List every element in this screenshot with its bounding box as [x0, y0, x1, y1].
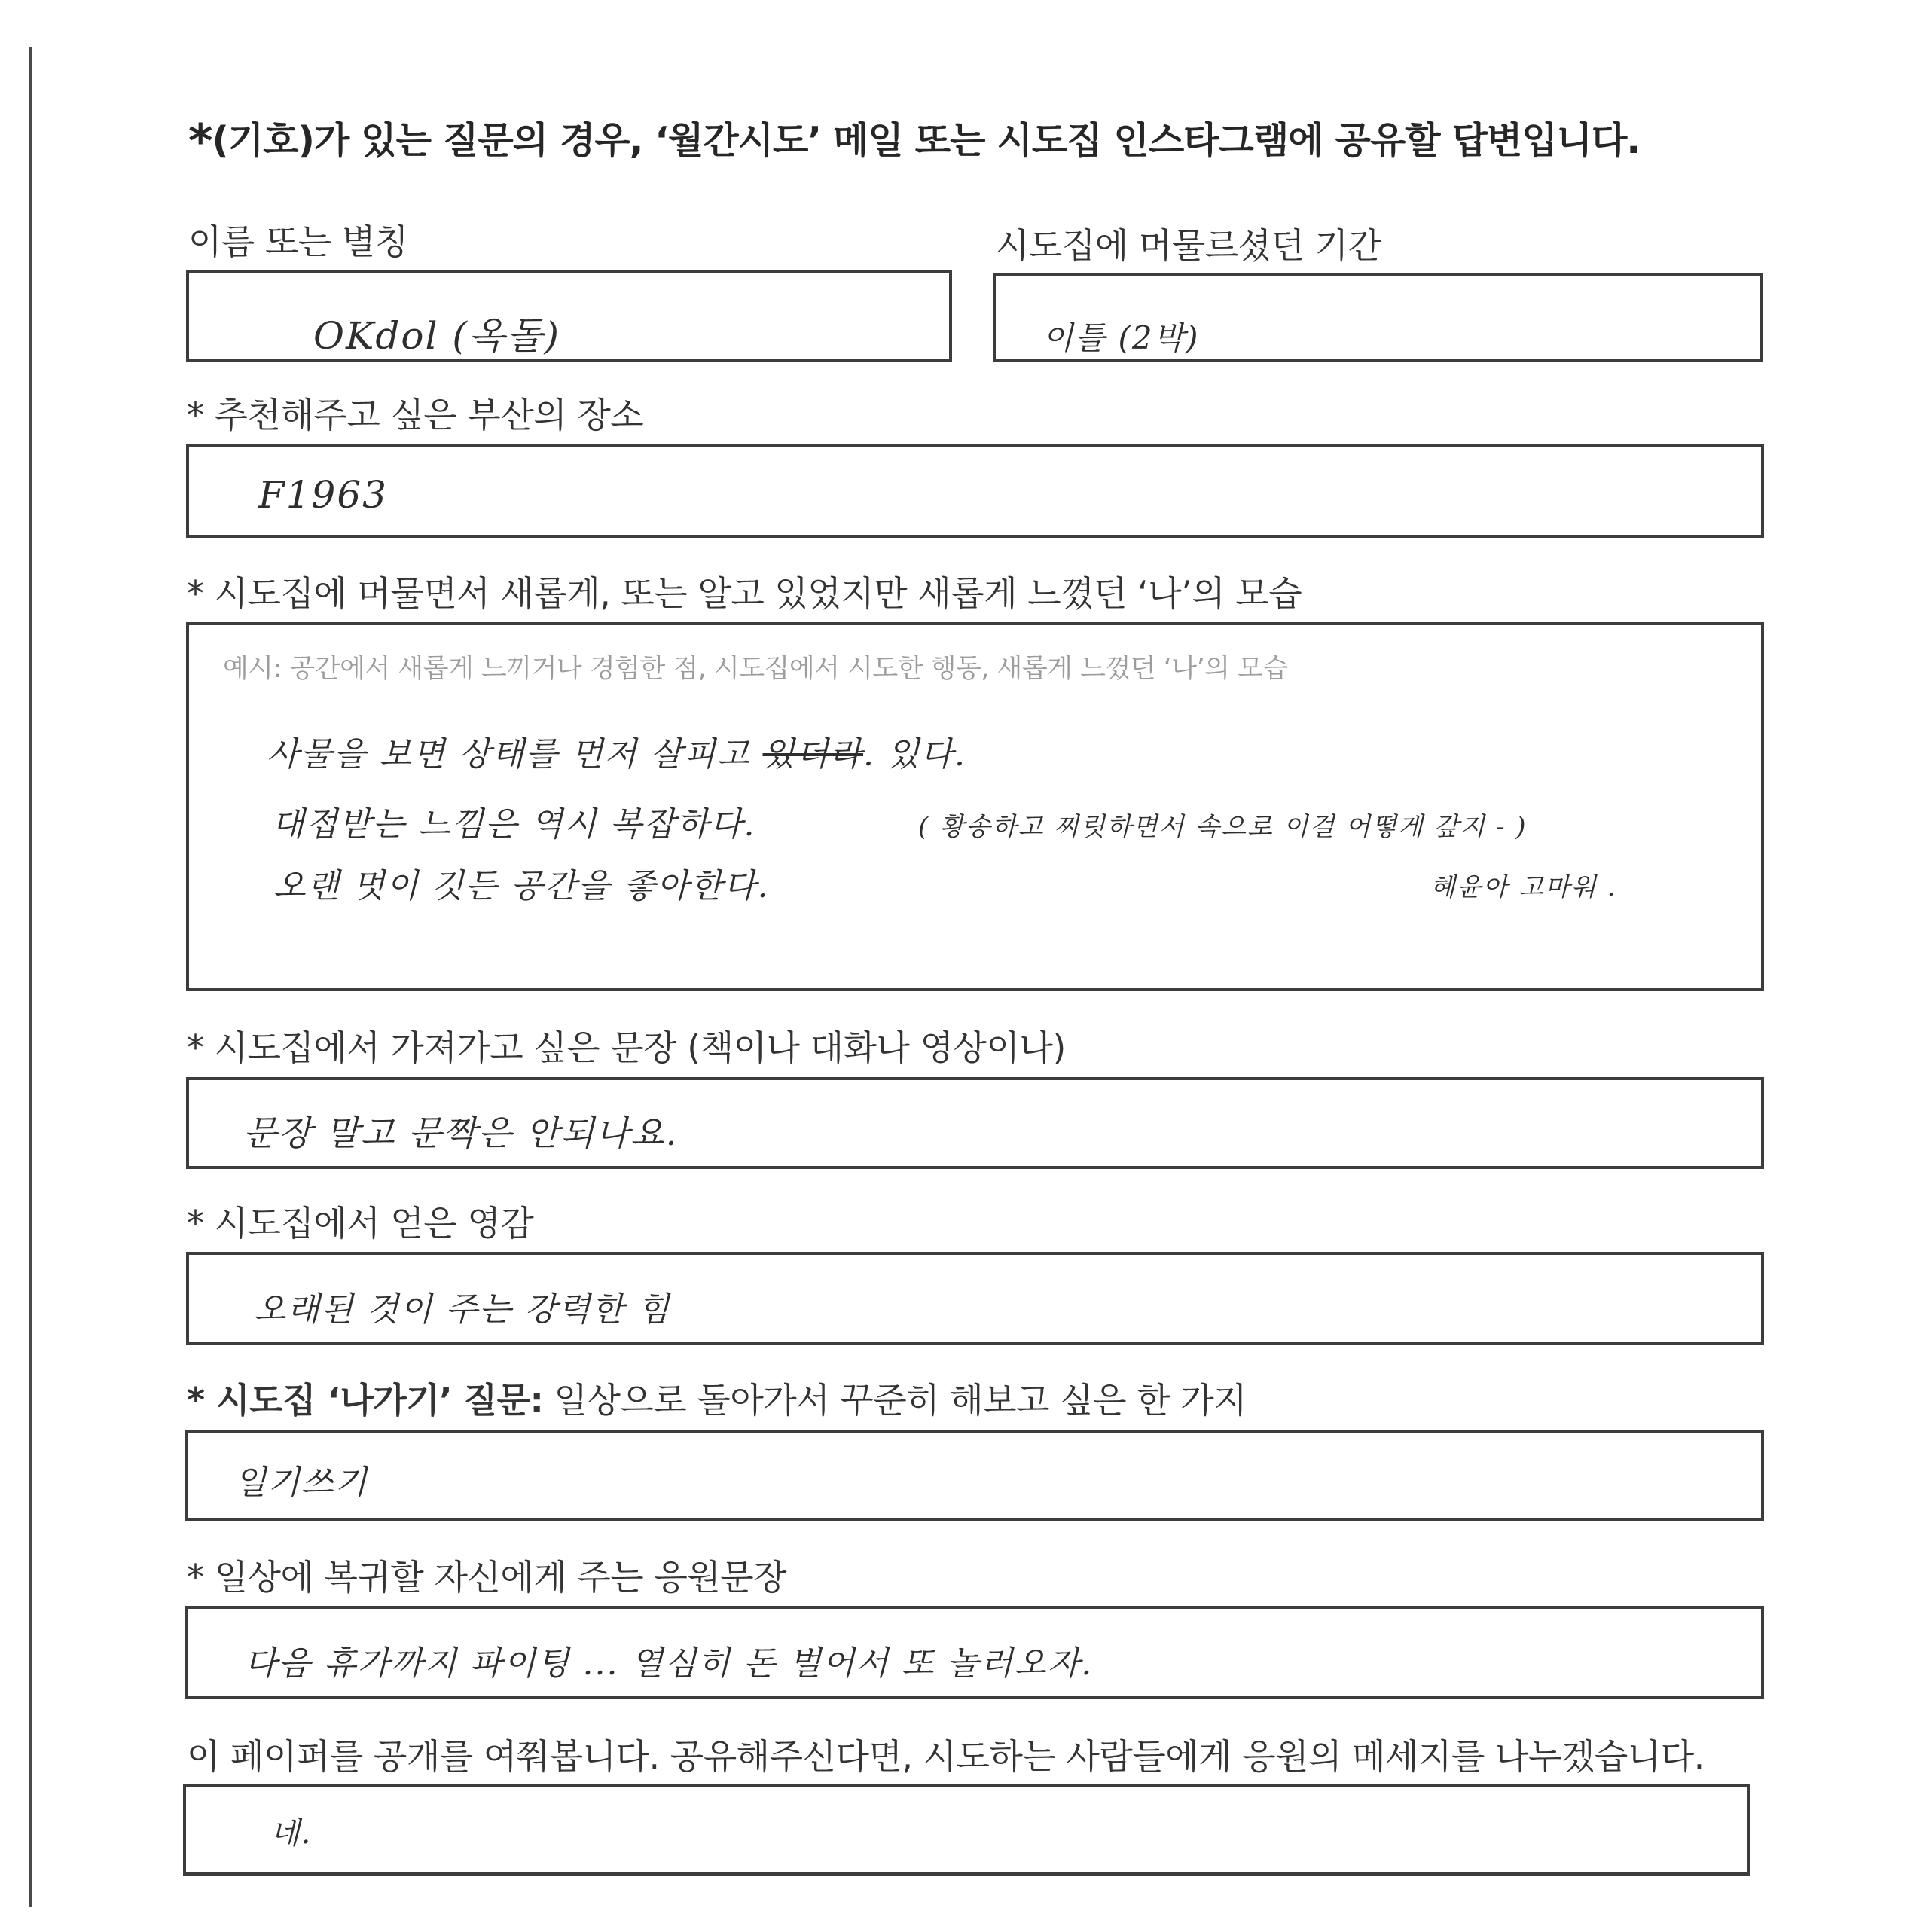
share-answer: 네. — [270, 1816, 313, 1851]
going-out-label — [187, 1373, 1247, 1423]
form-heading — [188, 111, 1640, 169]
name-label: 이름 또는 별칭 — [188, 221, 408, 262]
self-discovery-line-2 — [272, 797, 756, 845]
self-discovery-line-3: 오랜 멋이 깃든 공간을 좋아한다. — [273, 867, 770, 905]
share-label: 이 페이퍼를 공개를 여쭤봅니다. 공유해주신다면, 시도하는 사람들에게 응원의 메세지를 나누겠습니다. — [187, 1736, 1705, 1777]
going-out-label-bold: * 시도집 ‘나가기’ 질문: — [187, 1380, 544, 1421]
inspiration-field[interactable] — [186, 1252, 1764, 1345]
heading-text: (기호)가 있는 질문의 경우, ‘월간시도’ 메일 또는 시도집 인스타그램에 공유할 답변입니다. — [212, 119, 1640, 162]
recommended-place-answer: F1963 — [258, 473, 388, 517]
going-out-label-rest: 일상으로 돌아가서 꾸준히 해보고 싶은 한 가지 — [543, 1380, 1247, 1421]
cheer-label: * 일상에 복귀할 자신에게 주는 응원문장 — [187, 1557, 787, 1598]
inspiration-answer: 오래된 것이 주는 강력한 힘 — [254, 1290, 671, 1329]
recommended-place-field[interactable] — [186, 444, 1764, 538]
cheer-answer: 다음 휴가까지 파이팅 ... 열심히 돈 벌어서 또 놀러오자. — [245, 1644, 1094, 1683]
line-1-end: . 있다. — [863, 735, 966, 774]
self-discovery-label: * 시도집에 머물면서 새롭게, 또는 알고 있었지만 새롭게 느꼈던 ‘나’의 모습 — [187, 573, 1302, 614]
name-field[interactable] — [186, 270, 952, 362]
share-field[interactable] — [183, 1784, 1750, 1876]
line-2-main: 대접받는 느낌은 역시 복잡하다. — [272, 805, 756, 844]
name-answer: OKdol (옥돌) — [313, 314, 560, 358]
line-1-struck-word: 있더라 — [762, 735, 864, 774]
going-out-answer: 일기쓰기 — [234, 1463, 369, 1502]
self-discovery-line-1 — [267, 727, 966, 775]
sentence-label: * 시도집에서 가져가고 싶은 문장 (책이나 대화나 영상이나) — [187, 1027, 1066, 1068]
stay-period-field[interactable] — [993, 273, 1763, 362]
heading-star: * — [188, 114, 212, 169]
self-discovery-field[interactable] — [186, 622, 1764, 991]
sentence-answer: 문장 말고 문짝은 안되나요. — [243, 1113, 679, 1153]
cheer-field[interactable] — [185, 1606, 1764, 1699]
sentence-field[interactable] — [186, 1077, 1764, 1169]
self-discovery-line-2-note: ( 황송하고 찌릿하면서 속으로 이걸 어떻게 갚지 - ) — [918, 812, 1528, 842]
stay-period-answer: 이틀 (2박) — [1042, 319, 1200, 356]
page-edge-rule — [29, 47, 32, 1907]
self-discovery-placeholder: 예시: 공간에서 새롭게 느끼거나 경험한 점, 시도집에서 시도한 행동, 새롭게 느꼈던 ‘나’의 모습 — [223, 654, 1288, 684]
inspiration-label: * 시도집에서 얻은 영감 — [187, 1203, 534, 1244]
recommended-place-label: * 추천해주고 싶은 부산의 장소 — [187, 395, 644, 435]
line-1-start: 사물을 보면 상태를 먼저 살피고 — [267, 735, 751, 774]
stay-period-label: 시도집에 머물르셨던 기간 — [996, 225, 1381, 266]
going-out-field[interactable] — [185, 1430, 1764, 1521]
self-discovery-line-3-note: 혜윤아 고마워 . — [1430, 872, 1617, 902]
